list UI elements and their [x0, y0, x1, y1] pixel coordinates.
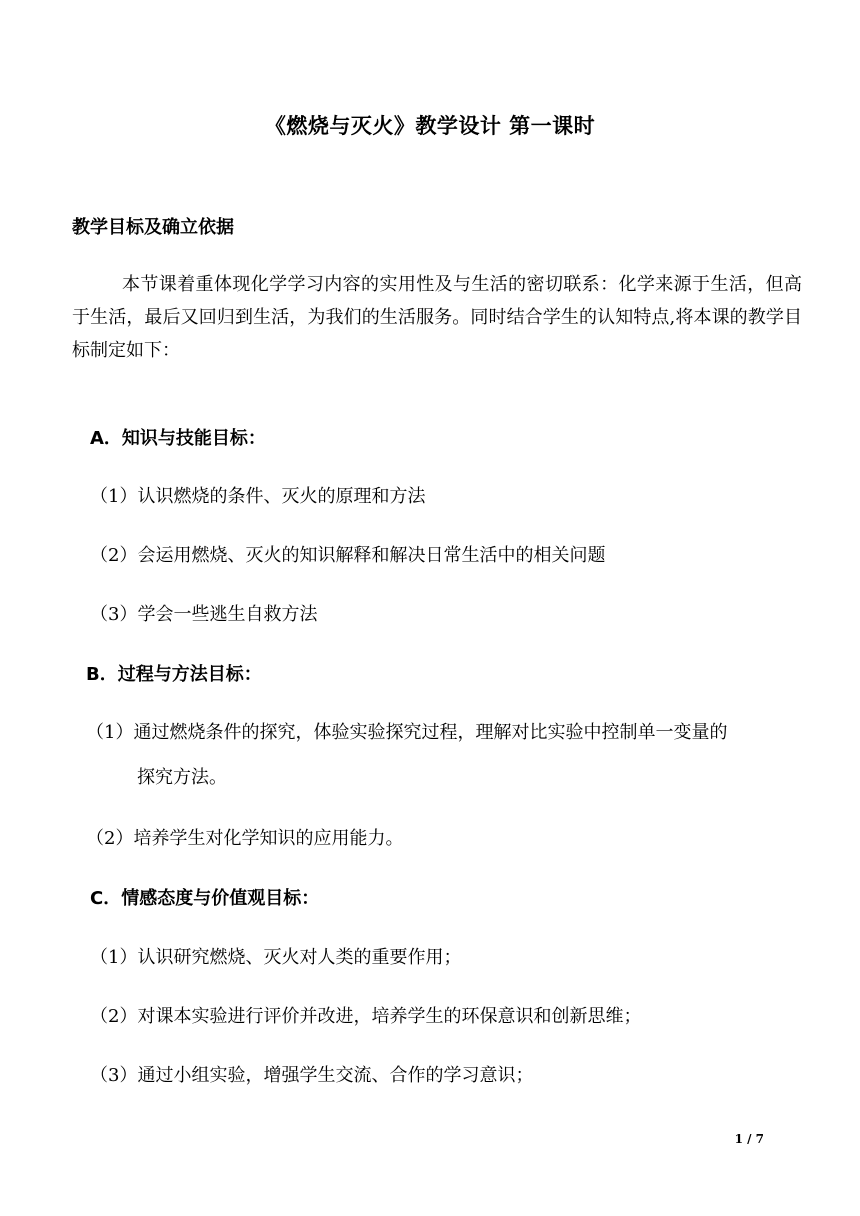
intro-paragraph: 本节课着重体现化学学习内容的实用性及与生活的密切联系：化学来源于生活，但高于生活，最后又回归到生活，为我们的生活服务。同时结合学生的认知特点,将本课的教学目标制定如下：: [72, 274, 802, 361]
goal-b-item-1-continued: 探究方法。: [137, 767, 227, 788]
goal-b-item-2: （2）培养学生对化学知识的应用能力。: [86, 828, 404, 849]
goal-b-heading: B．过程与方法目标：: [86, 664, 262, 685]
goal-a-item-3: （3）学会一些逃生自救方法: [90, 604, 318, 625]
goal-c-item-2: （2）对课本实验进行评价并改进，培养学生的环保意识和创新思维；: [90, 1006, 642, 1027]
goal-a-item-2: （2）会运用燃烧、灭火的知识解释和解决日常生活中的相关问题: [90, 545, 606, 566]
goal-b-item-1: （1）通过燃烧条件的探究，体验实验探究过程，理解对比实验中控制单一变量的: [86, 722, 728, 743]
page-number: 1 / 7: [734, 1132, 764, 1146]
goal-c-heading: C．情感态度与价值观目标：: [90, 888, 320, 909]
document-title: 《燃烧与灭火》教学设计 第一课时: [264, 114, 596, 138]
goal-a-item-1: （1）认识燃烧的条件、灭火的原理和方法: [90, 486, 426, 507]
goal-a-heading: A．知识与技能目标：: [90, 428, 266, 449]
section-heading: 教学目标及确立依据: [72, 217, 234, 238]
goal-c-item-3: （3）通过小组实验，增强学生交流、合作的学习意识；: [90, 1065, 534, 1086]
goal-c-item-1: （1）认识研究燃烧、灭火对人类的重要作用；: [90, 947, 462, 968]
